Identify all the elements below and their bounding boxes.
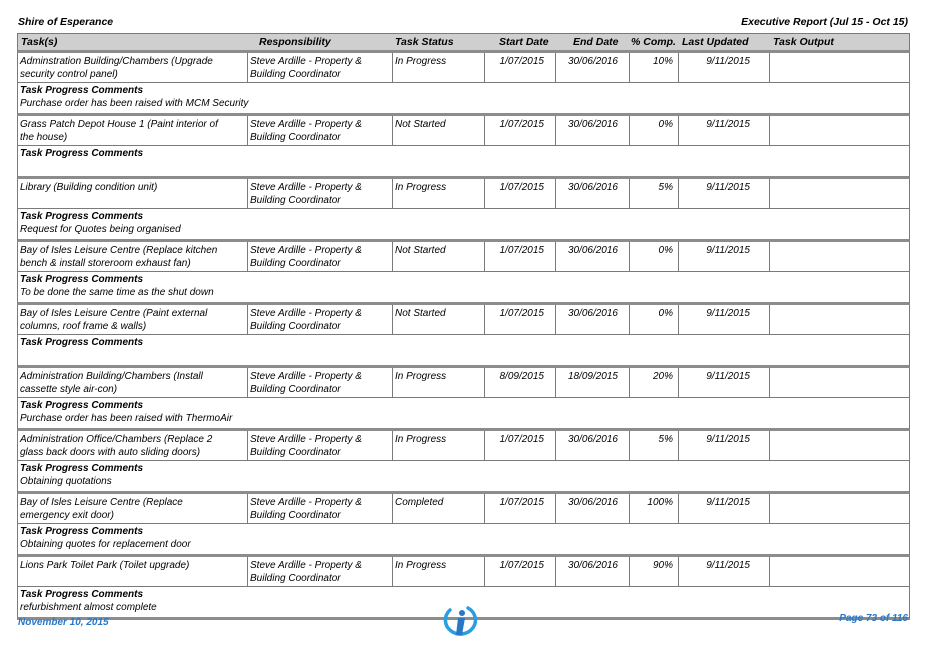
table-row [17,53,910,83]
table-row [17,305,910,335]
task-last-updated: 9/11/2015 [678,368,770,397]
col-end: End Date [573,36,619,48]
task-table [17,33,910,620]
task-progress-comments [17,335,910,368]
task-end-date: 30/06/2016 [555,494,630,523]
task-percent-complete: 5% [629,431,679,460]
col-status: Task Status [395,36,454,48]
task-last-updated: 9/11/2015 [678,431,770,460]
task-end-date: 30/06/2016 [555,431,630,460]
task-progress-comments [17,209,910,242]
comments-text: Obtaining quotations [20,476,112,487]
task-last-updated: 9/11/2015 [678,116,770,145]
task-name: Administration Building/Chambers (Install cassette style air-con) [20,371,203,395]
task-percent-complete: 0% [629,116,679,145]
comments-label: Task Progress Comments [20,463,144,474]
task-status: In Progress [392,179,485,208]
task-output [769,179,909,208]
task-output [769,53,909,82]
task-responsibility: Steve Ardille - Property & Building Coordinator [247,368,393,397]
task-percent-complete: 5% [629,179,679,208]
task-progress-comments [17,461,910,494]
task-start-date: 1/07/2015 [484,494,556,523]
task-responsibility: Steve Ardille - Property & Building Coordinator [247,305,393,334]
comments-text: Purchase order has been raised with ThermoAir [20,413,233,424]
task-name: Administration Office/Chambers (Replace 2 glass back doors with auto sliding doors) [20,434,213,458]
task-name: Library (Building condition unit) [20,182,158,193]
task-percent-complete: 10% [629,53,679,82]
task-status: Not Started [392,242,485,271]
task-responsibility: Steve Ardille - Property & Building Coordinator [247,242,393,271]
col-output: Task Output [773,36,834,48]
footer-date: November 10, 2015 [18,617,109,628]
comments-label: Task Progress Comments [20,211,144,222]
task-name: Bay of Isles Leisure Centre (Replace emergency exit door) [20,497,183,521]
org-name: Shire of Esperance [18,16,114,28]
task-status: In Progress [392,557,485,586]
task-last-updated: 9/11/2015 [678,179,770,208]
task-end-date: 30/06/2016 [555,53,630,82]
table-row [17,179,910,209]
task-responsibility: Steve Ardille - Property & Building Coordinator [247,179,393,208]
task-last-updated: 9/11/2015 [678,242,770,271]
col-start: Start Date [499,36,549,48]
task-output [769,431,909,460]
task-end-date: 30/06/2016 [555,557,630,586]
task-status: In Progress [392,53,485,82]
task-start-date: 1/07/2015 [484,116,556,145]
task-progress-comments [17,272,910,305]
table-row [17,116,910,146]
task-percent-complete: 90% [629,557,679,586]
task-end-date: 30/06/2016 [555,305,630,334]
table-body [17,53,910,620]
task-start-date: 8/09/2015 [484,368,556,397]
task-end-date: 18/09/2015 [555,368,630,397]
task-last-updated: 9/11/2015 [678,53,770,82]
col-responsibility: Responsibility [259,36,331,48]
col-task: Task(s) [21,36,58,48]
task-start-date: 1/07/2015 [484,242,556,271]
task-progress-comments [17,398,910,431]
task-responsibility: Steve Ardille - Property & Building Coordinator [247,494,393,523]
task-status: In Progress [392,431,485,460]
comments-text: Request for Quotes being organised [20,224,181,235]
task-progress-comments [17,83,910,116]
task-name: Adminstration Building/Chambers (Upgrade security control panel) [20,56,213,80]
task-progress-comments [17,524,910,557]
task-status: Not Started [392,305,485,334]
task-last-updated: 9/11/2015 [678,494,770,523]
task-end-date: 30/06/2016 [555,242,630,271]
table-header [17,33,910,53]
task-responsibility: Steve Ardille - Property & Building Coordinator [247,557,393,586]
report-title: Executive Report (Jul 15 - Oct 15) [741,16,908,28]
task-responsibility: Steve Ardille - Property & Building Coordinator [247,53,393,82]
task-start-date: 1/07/2015 [484,431,556,460]
task-output [769,116,909,145]
task-start-date: 1/07/2015 [484,557,556,586]
task-name: Bay of Isles Leisure Centre (Replace kitchen bench & install storeroom exhaust fan) [20,245,218,269]
comments-text: Purchase order has been raised with MCM Security [20,98,249,109]
task-responsibility: Steve Ardille - Property & Building Coordinator [247,431,393,460]
table-row [17,494,910,524]
footer-page-number: Page 73 of 116 [839,613,908,624]
task-output [769,368,909,397]
task-status: In Progress [392,368,485,397]
info-i-logo-icon [441,604,479,638]
task-percent-complete: 20% [629,368,679,397]
table-row [17,242,910,272]
table-row [17,368,910,398]
col-updated: Last Updated [682,36,749,48]
task-start-date: 1/07/2015 [484,179,556,208]
task-output [769,305,909,334]
task-name: Lions Park Toilet Park (Toilet upgrade) [20,560,190,571]
comments-label: Task Progress Comments [20,589,144,600]
comments-label: Task Progress Comments [20,148,144,159]
comments-text: refurbishment almost complete [20,602,157,613]
comments-label: Task Progress Comments [20,526,144,537]
task-status: Not Started [392,116,485,145]
task-output [769,494,909,523]
table-row [17,431,910,461]
task-percent-complete: 100% [629,494,679,523]
task-end-date: 30/06/2016 [555,179,630,208]
task-name: Grass Patch Depot House 1 (Paint interior of the house) [20,119,218,143]
task-status: Completed [392,494,485,523]
comments-label: Task Progress Comments [20,85,144,96]
task-percent-complete: 0% [629,305,679,334]
task-output [769,242,909,271]
col-comp: % Comp. [631,36,676,48]
task-last-updated: 9/11/2015 [678,557,770,586]
table-row [17,557,910,587]
task-percent-complete: 0% [629,242,679,271]
task-output [769,557,909,586]
comments-label: Task Progress Comments [20,400,144,411]
task-name: Bay of Isles Leisure Centre (Paint external columns, roof frame & walls) [20,308,208,332]
task-progress-comments [17,146,910,179]
task-start-date: 1/07/2015 [484,305,556,334]
task-end-date: 30/06/2016 [555,116,630,145]
comments-text: Obtaining quotes for replacement door [20,539,191,550]
task-start-date: 1/07/2015 [484,53,556,82]
comments-text: To be done the same time as the shut down [20,287,214,298]
task-responsibility: Steve Ardille - Property & Building Coordinator [247,116,393,145]
comments-label: Task Progress Comments [20,337,144,348]
task-last-updated: 9/11/2015 [678,305,770,334]
comments-label: Task Progress Comments [20,274,144,285]
